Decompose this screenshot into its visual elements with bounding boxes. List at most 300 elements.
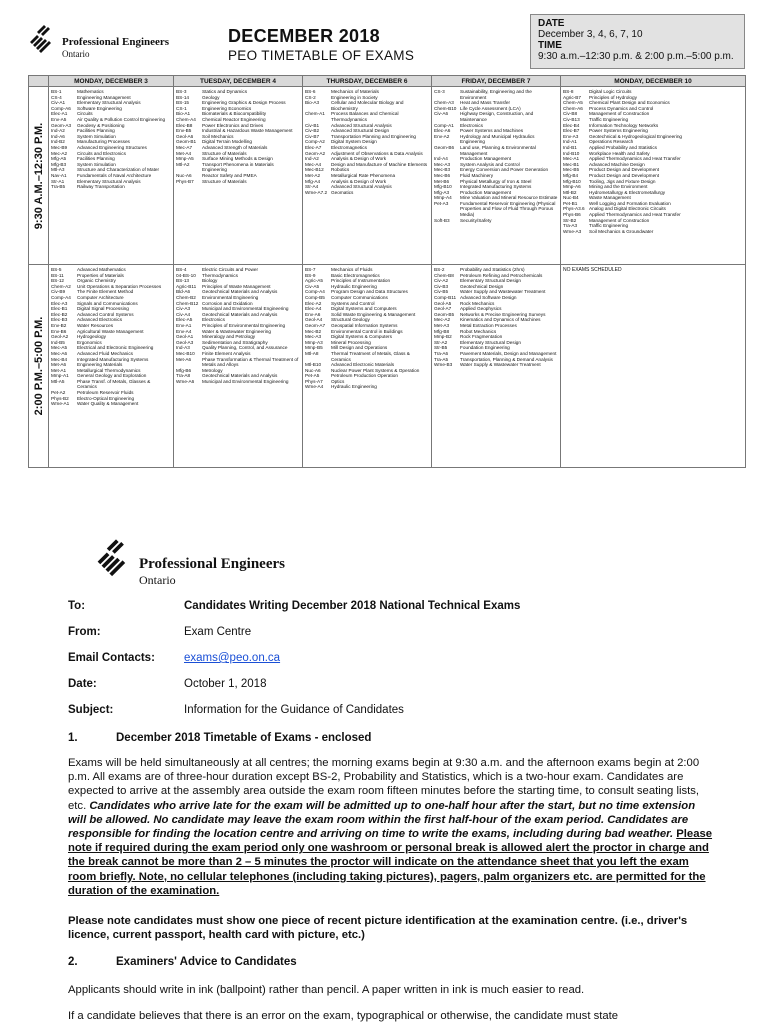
exam-code: Met-A2 — [305, 172, 321, 178]
exam-title: Security/Safety — [460, 217, 492, 223]
exam-title: Structural Geology — [331, 317, 370, 323]
exam-code: Wme-A6 — [176, 378, 195, 384]
exam-code: Civ-A4 — [176, 311, 191, 317]
exam-title: Mineralogy and Petrology — [202, 334, 256, 340]
exam-code: Str-A2 — [434, 339, 448, 345]
exam-title: System Simulation — [77, 133, 116, 139]
exam-code: Elec-A5 — [176, 317, 193, 323]
exam-title: Process Dynamics and Control — [589, 105, 654, 111]
exam-title: Analog and Digital Electronic Circuits — [589, 206, 666, 212]
exam-title: Thermodynamics — [202, 272, 238, 278]
exam-code: 04-BS-10 — [176, 272, 196, 278]
exam-title: Elementary Structural Design — [460, 278, 521, 284]
exam-code: Geol-A1 — [176, 334, 194, 340]
exam-title: Computer Architecture — [77, 294, 124, 300]
exam-title: Fundamental Reservoir Engineering (Physical Properties and Flow of Fluid Through Porous Media) — [460, 200, 556, 218]
exam-title: Power Systems Engineering — [589, 128, 648, 134]
exam-code: Civ-A5 — [305, 283, 320, 289]
exam-code: Mmp-A3 — [305, 339, 323, 345]
exam-entry — [51, 379, 171, 390]
exam-code: Geom-B1 — [176, 139, 197, 145]
exam-title: Environmental Control in Buildings — [331, 328, 403, 334]
slot-afternoon — [29, 264, 49, 467]
exam-title: Optics — [331, 378, 345, 384]
exam-code: Geom-B5 — [434, 311, 455, 317]
exam-title: Software Engineering — [77, 105, 122, 111]
exam-title: Geology — [202, 94, 220, 100]
exam-title: Industrial & Hazardous Waste Management — [202, 128, 293, 134]
exam-code: Chem-A3 — [434, 100, 454, 106]
exam-code: Ind-B10 — [563, 150, 580, 156]
exam-title: Signals and Communications — [77, 300, 138, 306]
exam-code: Nuc-B4 — [563, 195, 579, 201]
exam-title: Advanced Electronic Materials — [331, 362, 395, 368]
exam-title: Cellular and Molecular Biology and Biochemistry — [331, 100, 404, 111]
exam-entry — [51, 401, 171, 407]
exam-code: Mmp-B5 — [305, 345, 323, 351]
exam-code: Mtl-A5 — [51, 378, 65, 384]
exam-code: Elec-B2 — [51, 311, 68, 317]
exam-code: CS-4 — [51, 94, 62, 100]
exam-code: Chem-A1 — [305, 111, 325, 117]
exam-title: Fluid Machinery — [460, 172, 494, 178]
exam-title: Traffic Engineering — [589, 116, 629, 122]
exam-title: Soil Mechanics — [202, 133, 234, 139]
exam-code: Ind-A2 — [305, 156, 319, 162]
exam-title: Petroleum Production Operation — [331, 373, 398, 379]
exam-code: Bio-A1 — [176, 111, 191, 117]
exam-code: CS-3 — [434, 89, 445, 94]
exam-title: Circuits and Electronics — [77, 150, 126, 156]
exam-title: Engineering Economics — [202, 105, 252, 111]
exam-code: Mfg-A5 — [51, 156, 67, 162]
exam-title: Corrosion and Oxidation — [202, 300, 253, 306]
exam-code: BS-13 — [176, 278, 190, 284]
exam-code: Met-A1 — [51, 367, 67, 373]
exam-title: Robot Mechanics — [460, 328, 497, 334]
exam-code: Wme-A1 — [51, 401, 70, 407]
exam-code: Mtl-A2 — [176, 161, 190, 167]
exam-title: Geotechnical Materials and Analysis — [202, 289, 278, 295]
exam-code: Env-A1 — [176, 322, 192, 328]
exam-title: Basic Electromagnetics — [331, 272, 380, 278]
exam-code: Pet-A3 — [434, 200, 449, 206]
peo-logo-memo — [95, 538, 295, 588]
exam-code: Mec-B4 — [51, 356, 68, 362]
exam-cell — [49, 265, 174, 467]
exam-code: Comp-B11 — [434, 294, 457, 300]
email-link[interactable]: exams@peo.on.ca — [184, 652, 281, 664]
date-value: October 1, 2018 — [184, 678, 267, 690]
exam-title: Biomaterials & Biocompatibility — [202, 111, 267, 117]
exam-code: Tra-A8 — [176, 373, 191, 379]
exam-entry — [434, 111, 558, 122]
exam-entry — [434, 134, 558, 145]
exam-title: Management of Construction — [589, 111, 650, 117]
exam-code: Ind-B5 — [51, 339, 65, 345]
exam-code: Tra-A3 — [563, 223, 578, 229]
exam-title: Geotechnical Materials and Analysis — [202, 311, 278, 317]
exam-code: BS-6 — [305, 89, 316, 94]
exam-title: Program Design and Data Structures — [331, 289, 408, 295]
exam-entry — [305, 351, 429, 362]
corner-header — [29, 76, 49, 87]
exam-title: Electronics — [202, 317, 225, 323]
p1-part-b: Candidates who arrive late for the exam will be admitted up to one-half hour after the start, but no time extension will be allowed. No candidate may leave the exam room within the first half-hour of the exam period. Candidates are responsible for finding the location centre and arriving on time to write the exams, including during bad weather. — [68, 799, 696, 841]
subject-value: Information for the Guidance of Candidates — [184, 704, 404, 716]
exam-title: Principles of Hydrology — [589, 94, 637, 100]
exam-title: Advanced Structural Design — [331, 128, 390, 134]
exam-code: Str-B2 — [563, 217, 577, 223]
exam-title: Municipal and Environmental Engineering — [202, 378, 289, 384]
exam-code: Mec-B9 — [51, 144, 68, 150]
exam-code: BS-12 — [51, 278, 65, 284]
exam-title: Management of Construction — [589, 217, 650, 223]
exam-title: Mining and the Environment — [589, 184, 648, 190]
exam-title: Principles of Waste Management — [202, 283, 271, 289]
exam-code: Ind-B2 — [51, 139, 65, 145]
exam-title: Water & Wastewater Engineering — [202, 328, 271, 334]
exam-code: Phys-B7 — [176, 178, 194, 184]
exam-code: Chem-B2 — [176, 294, 196, 300]
exam-code: Pet-B1 — [563, 200, 578, 206]
exam-title: Highway Design, Construction, and Maintenance — [460, 111, 534, 122]
exam-timetable — [28, 75, 746, 468]
exam-title: Facilities Planning — [77, 156, 115, 162]
exam-title: Advanced Mathematics — [77, 267, 126, 272]
exam-code: Mec-A4 — [305, 161, 322, 167]
logo-line2: Ontario — [139, 573, 176, 587]
exam-code: Phys-A7 — [305, 378, 323, 384]
exam-title: Phase Transformation & Thermal Treatment of Metals and Alloys — [202, 356, 299, 368]
page-title: DECEMBER 2018 — [228, 26, 380, 46]
exam-code: Met-A4 — [176, 150, 192, 156]
exam-code: Mec-B10 — [176, 350, 195, 356]
exam-title: Manufacturing Processes — [77, 139, 130, 145]
exam-title: Heat and Mass Transfer — [460, 100, 511, 106]
exam-title: Digital Signal Processing — [77, 306, 129, 312]
exam-title: Production Management — [460, 156, 512, 162]
exam-code: Civ-B9 — [51, 289, 66, 295]
exam-title: Advanced Software Design — [460, 294, 517, 300]
exam-code: Elec-A7 — [305, 144, 322, 150]
exam-title: Water Resources — [77, 322, 114, 328]
exam-title: Metrology — [202, 367, 223, 373]
exam-code: Comp-A6 — [51, 105, 71, 111]
exam-title: Soil Mechanics & Groundwater — [589, 228, 654, 234]
exam-code: Env-A6 — [305, 311, 321, 317]
exam-code: Ind-B1 — [563, 144, 577, 150]
date-label: DATE — [538, 18, 565, 29]
from-label: From: — [68, 626, 101, 638]
exam-code: Geom-B6 — [434, 144, 455, 150]
exam-title: Metallurgical Rate Phenomena — [331, 172, 396, 178]
exam-code: Mfg-A3 — [434, 189, 450, 195]
exam-code: Mfg-A4 — [305, 178, 321, 184]
exam-title: Advanced Control Systems — [77, 311, 134, 317]
exam-code: Civ-B7 — [305, 133, 320, 139]
exam-code: Civ-B1 — [305, 122, 320, 128]
exam-title: Hydrology and Municipal Hydraulics Engineering — [460, 133, 535, 145]
exam-title: Structure of Materials — [202, 178, 247, 184]
exam-code: Chem-A2 — [51, 283, 71, 289]
exam-code: Mec-B1 — [563, 161, 580, 167]
exam-code: Mfg-B3 — [51, 161, 67, 167]
exam-title: Transport Phenomena in Materials Engineering — [202, 161, 274, 173]
exam-code: BS-15 — [176, 100, 190, 106]
exam-code: Mmp-A1 — [51, 373, 69, 379]
exam-title: Geotechnical Design — [460, 283, 504, 289]
exam-title: Applied Thermodynamics and Heat Transfer — [589, 156, 681, 162]
exam-title: Digital Systems and Computers — [331, 306, 397, 312]
p2-part-a: Please note candidates must show one piece of recent picture identification at the examination centre. — [68, 915, 622, 927]
exam-code: Comp-A4 — [305, 289, 325, 295]
exam-code: Nuc-A6 — [176, 172, 192, 178]
exam-code: Env-A5 — [51, 116, 67, 122]
exam-code: Chem-B8 — [434, 272, 454, 278]
exam-entry — [305, 111, 429, 122]
exam-title: Unit Operations & Separation Processes — [77, 283, 162, 289]
exam-code: Mec-A6 — [51, 350, 68, 356]
exam-code: Geom-A2 — [305, 150, 326, 156]
page-subtitle: PEO TIMETABLE OF EXAMS — [228, 48, 415, 63]
exam-title: Engineering Graphics & Design Process — [202, 100, 286, 106]
exam-code: Mmp-B2 — [434, 334, 452, 340]
exam-title: Municipal and Environmental Engineering — [202, 306, 289, 312]
exam-code: Agric-B7 — [563, 94, 581, 100]
exam-title: Integrated Manufacturing Systems — [77, 356, 149, 362]
exam-title: Energy Conversion and Power Generation — [460, 167, 549, 173]
exam-code: Str-A1 — [51, 178, 65, 184]
exam-code: Elec-A3 — [51, 300, 68, 306]
exam-entry — [305, 190, 429, 196]
exam-title: Water Quality & Management — [77, 401, 139, 407]
exam-code: Elec-B4 — [563, 122, 580, 128]
exam-title: Information Technology Networks — [589, 122, 659, 128]
exam-title: Air Quality & Pollution Control Engineering — [77, 116, 166, 122]
to-label: To: — [68, 600, 86, 612]
exam-code: Mtl-A8 — [305, 350, 319, 356]
exam-code: Chem-A4 — [176, 116, 196, 122]
exam-code: Env-B5 — [176, 128, 192, 134]
time-label: TIME — [538, 40, 562, 51]
exam-code: Bio-A3 — [305, 100, 320, 106]
logo-line2: Ontario — [62, 49, 90, 59]
exam-code: CS-1 — [176, 105, 187, 111]
exam-title: Product Design and Development — [589, 167, 660, 173]
date-time-box — [530, 14, 745, 69]
exam-code: Mmp-A5 — [176, 156, 194, 162]
exam-entry — [305, 100, 429, 111]
exam-title: Electrical and Electronic Engineering — [77, 345, 154, 351]
exam-title: Transportation, Planning & Demand Analysis — [460, 356, 553, 362]
exam-title: Robotics — [331, 167, 350, 173]
exam-code: Ind-A3 — [176, 345, 190, 351]
exam-title: Reactor Safety and PMEA — [202, 172, 257, 178]
exam-entry — [176, 179, 300, 185]
exam-title: Biology — [202, 278, 218, 284]
exam-title: Hydraulic Engineering — [331, 283, 377, 289]
exam-title: Probability and Statistics (2hrs) — [460, 267, 525, 272]
exam-code: Geol-A5 — [434, 300, 452, 306]
exam-title: Digital Systems & Computers — [331, 334, 392, 340]
exam-code: Geom-A7 — [305, 322, 326, 328]
exam-title: Workplace Health and Safety — [589, 150, 650, 156]
exam-title: Traffic Engineering — [589, 223, 629, 229]
exam-title: Rock Fragmentation — [460, 334, 503, 340]
exam-title: Well Logging and Formation Evaluation — [589, 200, 671, 206]
exam-cell — [174, 87, 303, 264]
exam-code: Mec-B3 — [434, 167, 451, 173]
exam-title: Nuclear Power Plant Systems & Operation — [331, 367, 420, 373]
exam-code: Civ-A3 — [176, 306, 191, 312]
exam-title: Systems and Control — [331, 300, 375, 306]
exam-code: Chem-A6 — [563, 105, 583, 111]
exam-cell — [303, 265, 432, 467]
exam-code: Pet-A2 — [51, 390, 66, 396]
exam-code: Wme-B3 — [434, 362, 453, 368]
exam-title: Pavement Materials, Design and Management — [460, 350, 557, 356]
exam-title: Integrated Manufacturing Systems — [460, 184, 532, 190]
exam-code: Mfg-B6 — [176, 367, 192, 373]
exam-entry — [434, 89, 558, 100]
paragraph-1 — [68, 756, 716, 898]
exam-code: Tra-A5 — [434, 356, 449, 362]
exam-title: Hydrometallurgy & Electrometallurgy — [589, 189, 666, 195]
exam-code: Met-A3 — [434, 322, 450, 328]
exam-title: The Finite Element Method — [77, 289, 134, 295]
exam-title: Electronics — [460, 122, 483, 128]
exam-title: Advanced Fluid Mechanics — [77, 350, 134, 356]
exam-title: Tooling, Jigs and Fixture Design — [589, 178, 656, 184]
exam-code: BS-3 — [176, 89, 187, 94]
exam-code: Wme-A4 — [305, 384, 324, 390]
exam-code: Elec-A6 — [434, 128, 451, 134]
exam-title: Phase Transf. of Metals, Glasses & Ceramics — [77, 378, 151, 390]
exam-code: Geol-A2 — [51, 334, 69, 340]
exam-code: Bld-A6 — [176, 289, 191, 295]
exam-code: Mtl-A3 — [51, 167, 65, 173]
from-value: Exam Centre — [184, 626, 252, 638]
date-label: Date: — [68, 678, 97, 690]
logo-line1: Professional Engineers — [62, 36, 170, 48]
exam-code: Comp-A4 — [51, 294, 71, 300]
exam-code: Mec-A3 — [434, 161, 451, 167]
exam-title: Elementary Structural Design — [460, 339, 521, 345]
exam-title: Engineering Materials — [77, 362, 123, 368]
exam-title: Surface Mining Methods & Design — [202, 156, 273, 162]
exam-title: Geodesy & Positioning — [77, 122, 125, 128]
exam-title: Principles of Environmental Engineering — [202, 322, 286, 328]
exam-code: Mfg-B4 — [563, 172, 579, 178]
exam-title: Computer Communications — [331, 294, 388, 300]
exam-code: Ind-A2 — [51, 128, 65, 134]
exam-title: Quality Planning, Control, and Assurance — [202, 345, 288, 351]
exam-cell — [432, 87, 561, 264]
time-value: 9:30 a.m.–12:30 p.m. & 2:00 p.m.–5:00 p.m. — [538, 51, 734, 62]
exam-title: Geotechnical & Hydrogeological Engineering — [589, 133, 683, 139]
exam-code: Env-A3 — [563, 133, 579, 139]
exam-title: Properties of Materials — [77, 272, 124, 278]
peo-logo-icon — [95, 538, 137, 580]
section-2-number: 2. — [68, 956, 78, 968]
exam-code: Elec-A2 — [305, 300, 322, 306]
subject-label: Subject: — [68, 704, 114, 716]
exam-entry — [176, 357, 300, 368]
exam-entry — [434, 362, 558, 368]
exam-code: Chem-B12 — [176, 300, 199, 306]
exam-code: Comp-A1 — [434, 122, 454, 128]
exam-code: Ind-A4 — [434, 156, 448, 162]
exam-title: Foundation Engineering — [460, 345, 510, 351]
p1-part-a: Exams will be held simultaneously at all centres; the morning exams begin at 9:30 a.m. and the afternoon exams begin at 2:00 p.m. All exams are of three-hour duration except BS-2, Probability and Statistics, which is a two-hour exam. Candidates are expected to arrive at the assembly area outside the exam room fifteen minutes before the starting time, to consult seating lists, etc. — [68, 757, 700, 812]
exam-code: Env-A2 — [434, 133, 450, 139]
exam-code: Mec-A5 — [51, 345, 68, 351]
section-2-title: Examiners' Advice to Candidates — [116, 956, 297, 968]
exam-title: Life Cycle Assessment (LCA) — [460, 105, 521, 111]
exam-code: Mec-A7 — [176, 144, 193, 150]
exam-title: Hydraulic Engineering — [331, 384, 377, 390]
exam-cell — [561, 87, 745, 264]
exam-entry — [434, 145, 558, 156]
exam-code: Env-A4 — [176, 328, 192, 334]
exam-title: Statics and Dynamics — [202, 89, 248, 94]
exam-title: Electromagnetics — [331, 144, 367, 150]
exam-code: Nav-A1 — [51, 172, 67, 178]
section-2-heading — [68, 956, 297, 968]
exam-title: Physical Metallurgy of Iron & Steel — [460, 178, 532, 184]
exam-code: Mec-B5 — [563, 167, 580, 173]
exam-code: Agric-A5 — [305, 278, 323, 284]
exam-title: Elementary Structural Analysis — [77, 178, 141, 184]
exam-title: Mill Design and Operations — [331, 345, 388, 351]
exam-code: Civ-A6 — [434, 111, 449, 117]
peo-logo — [28, 24, 178, 60]
exam-code: Geol-A4 — [305, 317, 323, 323]
exam-title: Geospatial Information Systems — [331, 322, 398, 328]
exam-code: Chem-A5 — [563, 100, 583, 106]
exam-title: Mechanics of Materials — [331, 89, 379, 94]
exam-code: Ind-A1 — [563, 139, 577, 145]
exam-title: Digital Logic Circuits — [589, 89, 632, 94]
peo-logo-icon — [28, 24, 60, 56]
exam-code: Civ-A2 — [434, 278, 449, 284]
exam-cell — [303, 87, 432, 264]
exam-title: System Simulation — [77, 161, 116, 167]
exam-code: Elec-B1 — [51, 306, 68, 312]
exam-title: Rock Mechanics — [460, 300, 495, 306]
exam-code: Mfg-B8 — [434, 328, 450, 334]
paragraph-2 — [68, 914, 716, 942]
day-header: THURSDAY, DECEMBER 6 — [303, 76, 432, 87]
exam-code: Mtl-B10 — [305, 362, 322, 368]
exam-title: Networks & Precise Engineering Surveys — [460, 311, 546, 317]
exam-title: Waste Management — [589, 195, 631, 201]
exam-title: Advanced Structural Analysis — [331, 184, 392, 190]
exam-code: Mec-A2 — [434, 317, 451, 323]
exam-title: Advanced Electronics — [77, 317, 123, 323]
date-value: December 3, 4, 6, 7, 10 — [538, 29, 643, 40]
paragraph-4: If a candidate believes that there is an error on the exam, typographical or otherwise, the candidate must state — [68, 1010, 619, 1022]
exam-title: Advanced Structural Analysis — [331, 122, 392, 128]
exam-title: Finite Element Analysis — [202, 350, 251, 356]
exam-code: Str-B5 — [434, 345, 448, 351]
exam-title: Digital Terrain Modelling — [202, 139, 252, 145]
exam-title: Chemical Plant Design and Economics — [589, 100, 670, 106]
exam-title: Analysis & Design of Work — [331, 178, 387, 184]
exam-code: BS-5 — [51, 267, 62, 272]
exam-code: Met-B6 — [434, 178, 450, 184]
